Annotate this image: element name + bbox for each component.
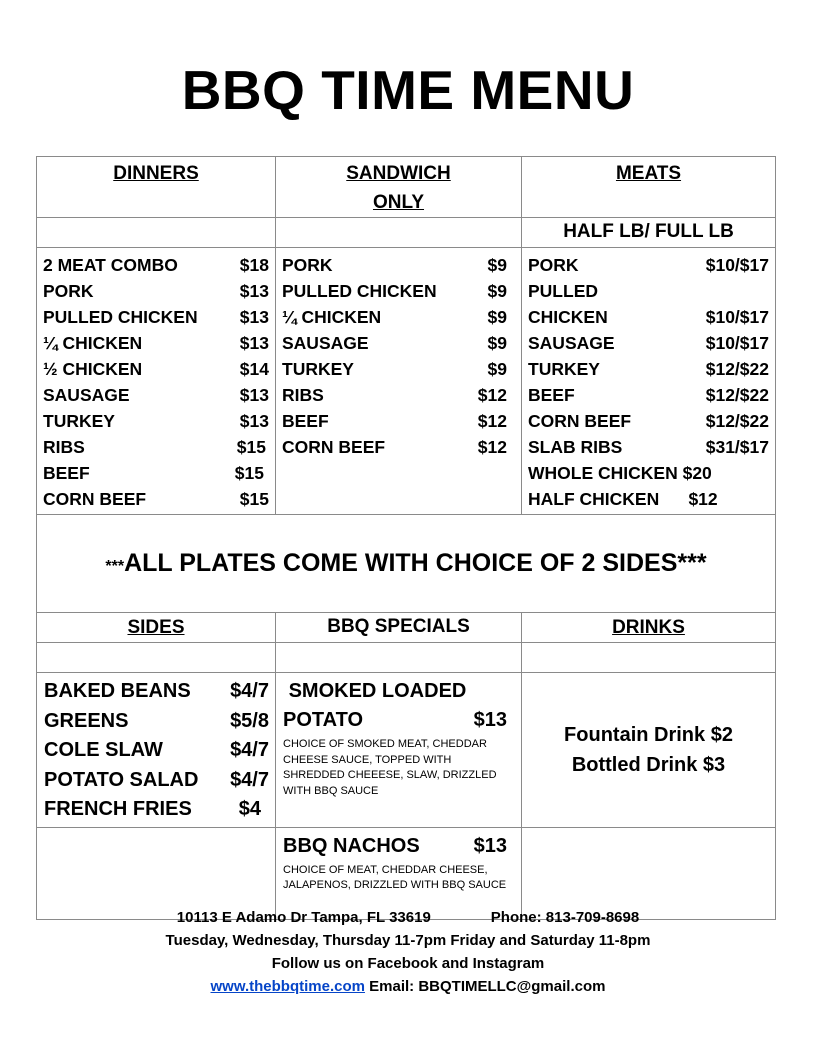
- special-description: CHOICE OF MEAT, CHEDDAR CHEESE, JALAPENOS, DRIZZLED WITH BBQ SAUCE: [283, 863, 507, 891]
- list-item: BAKED BEANS $4/7: [44, 680, 269, 702]
- menu-table: [36, 156, 776, 920]
- list-item: ¼ CHICKEN $9: [282, 307, 507, 327]
- list-item: ¼ CHICKEN $13: [43, 333, 269, 353]
- sandwich-header: SANDWICH ONLY: [276, 157, 522, 218]
- social-note: Follow us on Facebook and Instagram: [271, 955, 545, 972]
- list-item: HALF CHICKEN $12: [528, 489, 718, 509]
- list-item: POTATO SALAD $4/7: [44, 768, 269, 791]
- address: 10113 E Adamo Dr Tampa, FL 33619: [176, 909, 431, 926]
- list-item: CORN BEEF $15: [43, 489, 269, 509]
- list-item: CORN BEEF $12/$22: [528, 411, 769, 431]
- footer-contact: [0, 906, 816, 929]
- dinners-list: [37, 248, 276, 515]
- page-title: BBQ TIME MENU: [181, 59, 635, 121]
- list-item: CORN BEEF $12: [282, 437, 507, 457]
- list-item: PORK $10/$17: [528, 255, 769, 275]
- special-loaded-potato: [276, 673, 522, 828]
- meats-list: [522, 248, 776, 515]
- email: Email: BBQTIMELLC@gmail.com: [369, 978, 606, 995]
- footer-links: [0, 975, 816, 998]
- list-item: GREENS $5/8: [44, 709, 269, 732]
- footer: [0, 906, 816, 998]
- list-item: PORK $13: [43, 281, 269, 301]
- empty-cell: [37, 218, 276, 248]
- list-item: Fountain Drink $2: [564, 723, 733, 746]
- list-item: ½ CHICKEN $14: [43, 359, 269, 379]
- list-item: FRENCH FRIES $4: [44, 798, 261, 820]
- list-item: CHICKEN $10/$17: [528, 307, 769, 327]
- phone: Phone: 813-709-8698: [490, 909, 640, 926]
- list-item: SLAB RIBS $31/$17: [528, 437, 769, 457]
- meats-header: MEATS: [522, 157, 776, 218]
- list-item: PULLED: [528, 281, 598, 301]
- list-item: PULLED CHICKEN $9: [282, 281, 507, 301]
- list-item: TURKEY $13: [43, 411, 269, 431]
- website-link[interactable]: www.thebbqtime.com: [210, 978, 365, 995]
- sandwich-list: [276, 248, 522, 515]
- empty-cell: [276, 218, 522, 248]
- list-item: PULLED CHICKEN $13: [43, 307, 269, 327]
- empty-cell: [37, 643, 276, 673]
- special-title: SMOKED LOADED: [288, 680, 467, 702]
- list-item: BEEF $12: [282, 411, 507, 431]
- drinks-header: DRINKS: [522, 613, 776, 643]
- list-item: 2 MEAT COMBO $18: [43, 255, 269, 275]
- list-item: RIBS $12: [282, 385, 507, 405]
- empty-cell: [522, 643, 776, 673]
- list-item: SAUSAGE $13: [43, 385, 269, 405]
- list-item: SAUSAGE $10/$17: [528, 333, 769, 353]
- list-item: WHOLE CHICKEN $20: [528, 463, 712, 483]
- list-item: COLE SLAW $4/7: [44, 739, 269, 761]
- list-item: TURKEY $12/$22: [528, 359, 769, 379]
- sides-banner: ***ALL PLATES COME WITH CHOICE OF 2 SIDES***: [37, 515, 776, 613]
- special-description: CHOICE OF SMOKED MEAT, CHEDDAR CHEESE SAUCE, TOPPED WITH SHREDDED CHEEESE, SLAW, DRIZZLED WITH BBQ SAUCE: [283, 738, 497, 797]
- dinners-header: DINNERS: [37, 157, 276, 218]
- list-item: BEEF $15: [43, 463, 264, 483]
- hours: Tuesday, Wednesday, Thursday 11-7pm Friday and Saturday 11-8pm: [165, 932, 651, 949]
- list-item: RIBS $15: [43, 437, 266, 457]
- sides-header: SIDES: [37, 613, 276, 643]
- list-item: PORK $9: [282, 255, 507, 275]
- special-name-price: BBQ NACHOS $13: [283, 834, 507, 857]
- list-item: Bottled Drink $3: [571, 753, 726, 776]
- sides-list: [37, 673, 276, 828]
- drinks-list: [522, 673, 776, 828]
- list-item: TURKEY $9: [282, 359, 507, 379]
- meats-subheader: HALF LB/ FULL LB: [522, 218, 776, 248]
- list-item: BEEF $12/$22: [528, 385, 769, 405]
- specials-header: BBQ SPECIALS: [276, 613, 522, 643]
- special-name-price: POTATO $13: [283, 709, 507, 731]
- list-item: SAUSAGE $9: [282, 333, 507, 353]
- empty-cell: [276, 643, 522, 673]
